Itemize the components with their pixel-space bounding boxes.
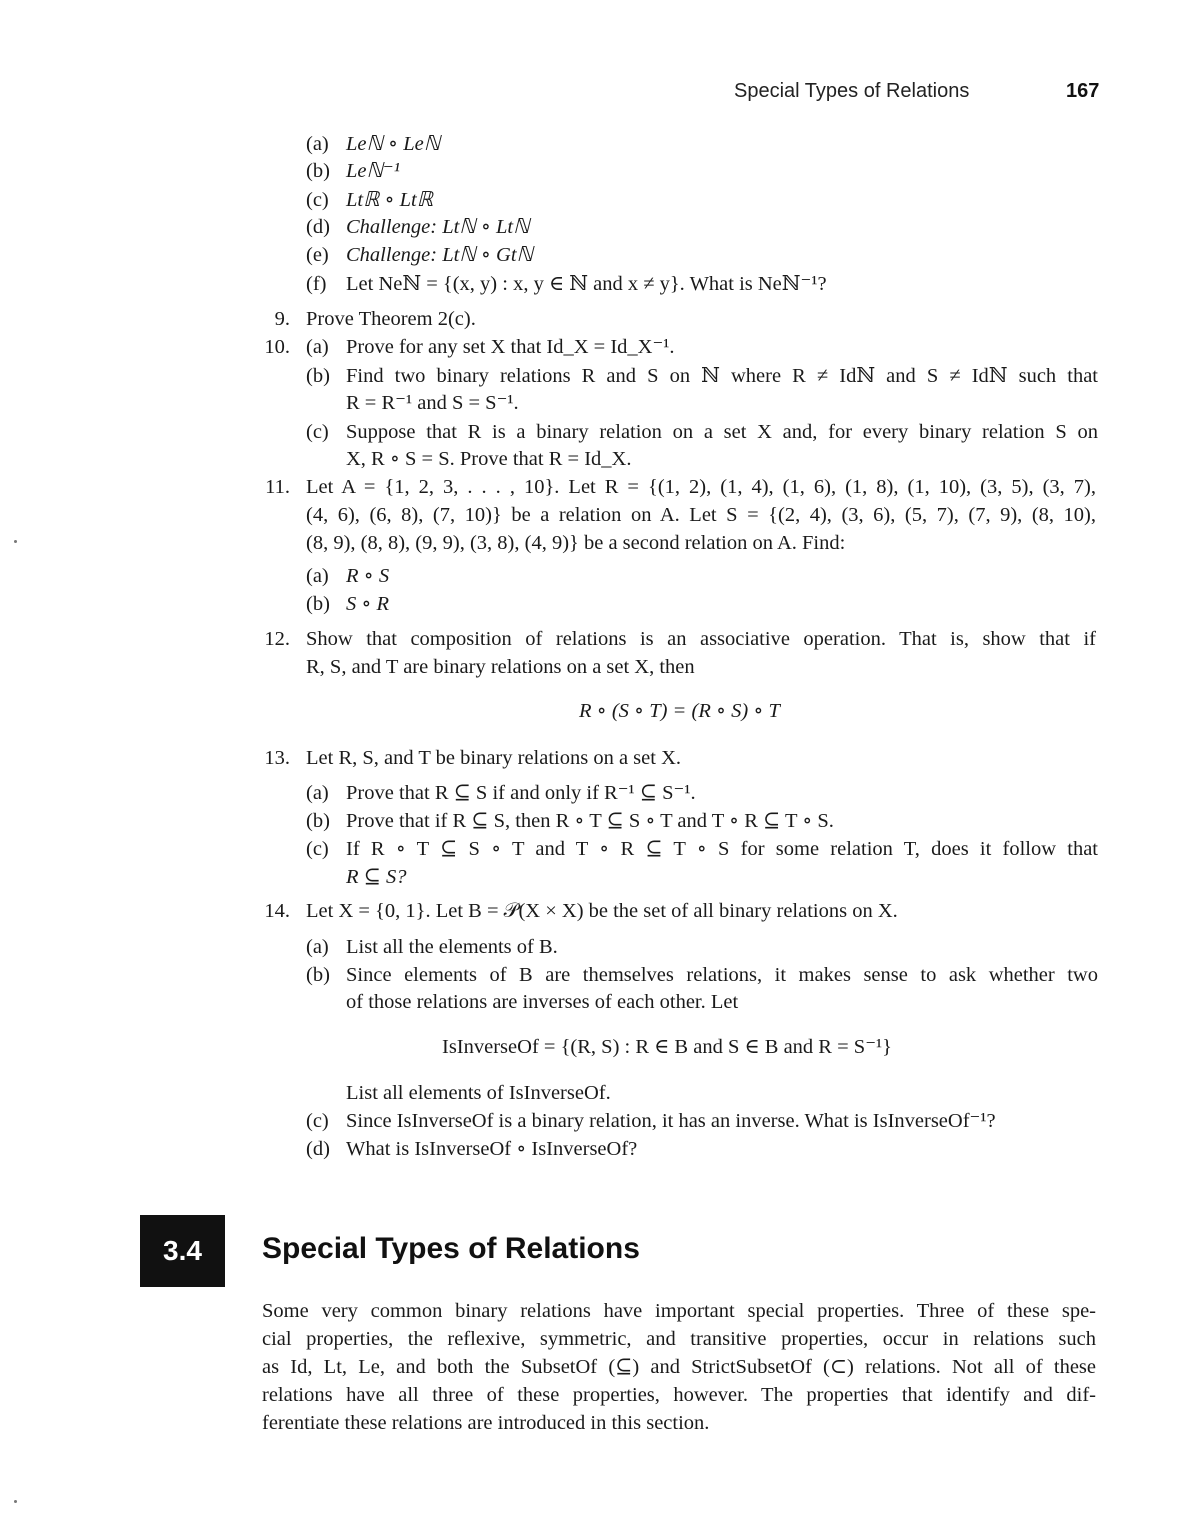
item-label: (a) — [306, 133, 329, 155]
item-text: Leℕ⁻¹ — [346, 160, 400, 182]
scan-speck — [14, 1500, 17, 1503]
item-text: Challenge: Ltℕ ∘ Ltℕ — [346, 216, 530, 238]
item-text: Prove for any set X that Id_X = Id_X⁻¹. — [346, 336, 675, 358]
exercise-number: 9. — [274, 308, 290, 330]
item-text: List all the elements of B. — [346, 936, 558, 958]
item-text: S ∘ R — [346, 593, 390, 615]
display-equation: IsInverseOf = {(R, S) : R ∈ B and S ∈ B and R = S⁻¹} — [442, 1036, 892, 1058]
item-text-line: X, R ∘ S = S. Prove that R = Id_X. — [346, 448, 632, 470]
exercise-text-line: Show that composition of relations is an associative operation. That is, show that if — [306, 628, 1096, 650]
item-text: Let Neℕ = {(x, y) : x, y ∈ ℕ and x ≠ y}. What is Neℕ⁻¹? — [346, 273, 827, 295]
item-label: (b) — [306, 810, 330, 832]
exercise-number: 14. — [264, 900, 290, 922]
section-title: Special Types of Relations — [262, 1232, 640, 1265]
page-number: 167 — [1066, 80, 1100, 102]
item-label: (a) — [306, 782, 329, 804]
item-text: R ∘ S — [346, 565, 390, 587]
running-head: Special Types of Relations — [734, 80, 970, 102]
item-text-line: R ⊆ S? — [346, 866, 407, 888]
item-label: (d) — [306, 1138, 330, 1160]
item-label: (f) — [306, 273, 327, 295]
item-text-line: Suppose that R is a binary relation on a set X and, for every binary relation S on — [346, 421, 1098, 443]
item-text: Leℕ ∘ Leℕ — [346, 133, 441, 155]
item-label: (a) — [306, 336, 329, 358]
item-text: Prove that R ⊆ S if and only if R⁻¹ ⊆ S⁻¹. — [346, 782, 696, 804]
item-text-line: List all elements of IsInverseOf. — [346, 1082, 611, 1104]
item-label: (c) — [306, 421, 329, 443]
scan-speck — [14, 540, 17, 543]
paragraph-line: Some very common binary relations have important special properties. Three of these spe- — [262, 1300, 1096, 1322]
item-text-line: R = R⁻¹ and S = S⁻¹. — [346, 392, 519, 414]
item-label: (b) — [306, 964, 330, 986]
item-label: (a) — [306, 565, 329, 587]
item-label: (b) — [306, 593, 330, 615]
item-label: (a) — [306, 936, 329, 958]
section-number-badge: 3.4 — [140, 1215, 225, 1287]
item-text: Prove that if R ⊆ S, then R ∘ T ⊆ S ∘ T and T ∘ R ⊆ T ∘ S. — [346, 810, 834, 832]
exercise-text-line: R, S, and T are binary relations on a set X, then — [306, 656, 695, 678]
exercise-text-line: (4, 6), (6, 8), (7, 10)} be a relation on A. Let S = {(2, 4), (3, 6), (5, 7), (7, 9), (8, 10), — [306, 504, 1096, 526]
section-intro-paragraph — [262, 1297, 1096, 1437]
exercise-text: Prove Theorem 2(c). — [306, 308, 476, 330]
paragraph-line: as Id, Lt, Le, and both the SubsetOf (⊆) and StrictSubsetOf (⊂) relations. Not all of these — [262, 1356, 1096, 1378]
exercise-number: 11. — [265, 476, 290, 498]
item-text: Challenge: Ltℕ ∘ Gtℕ — [346, 244, 533, 266]
paragraph-line: cial properties, the reflexive, symmetric, and transitive properties, occur in relations such — [262, 1328, 1096, 1350]
exercise-number: 12. — [264, 628, 290, 650]
item-label: (c) — [306, 1110, 329, 1132]
item-label: (c) — [306, 838, 329, 860]
item-text-line: If R ∘ T ⊆ S ∘ T and T ∘ R ⊆ T ∘ S for some relation T, does it follow that — [346, 838, 1098, 860]
item-text-line: of those relations are inverses of each other. Let — [346, 991, 739, 1013]
paragraph-line: ferentiate these relations are introduced in this section. — [262, 1412, 710, 1434]
item-text: What is IsInverseOf ∘ IsInverseOf? — [346, 1138, 638, 1160]
paragraph-line: relations have all three of these properties, however. The properties that identify and dif- — [262, 1384, 1096, 1406]
item-label: (b) — [306, 365, 330, 387]
display-equation: R ∘ (S ∘ T) = (R ∘ S) ∘ T — [579, 700, 780, 722]
exercise-text: Let R, S, and T be binary relations on a set X. — [306, 747, 682, 769]
item-label: (c) — [306, 189, 329, 211]
item-text-line: Since elements of B are themselves relations, it makes sense to ask whether two — [346, 964, 1098, 986]
item-label: (e) — [306, 244, 329, 266]
item-label: (d) — [306, 216, 330, 238]
item-text: Since IsInverseOf is a binary relation, it has an inverse. What is IsInverseOf⁻¹? — [346, 1110, 996, 1132]
exercise-text-line: (8, 9), (8, 8), (9, 9), (3, 8), (4, 9)} be a second relation on A. Find: — [306, 532, 846, 554]
item-text-line: Find two binary relations R and S on ℕ where R ≠ Idℕ and S ≠ Idℕ such that — [346, 365, 1098, 387]
exercise-text: Let X = {0, 1}. Let B = 𝒫(X × X) be the set of all binary relations on X. — [306, 900, 898, 922]
exercise-number: 10. — [264, 336, 290, 358]
item-text: Ltℝ ∘ Ltℝ — [346, 189, 433, 211]
item-label: (b) — [306, 160, 330, 182]
exercise-text-line: Let A = {1, 2, 3, . . . , 10}. Let R = {(1, 2), (1, 4), (1, 6), (1, 8), (1, 10), (3, 5), (3, 7), — [306, 476, 1096, 498]
exercise-number: 13. — [264, 747, 290, 769]
